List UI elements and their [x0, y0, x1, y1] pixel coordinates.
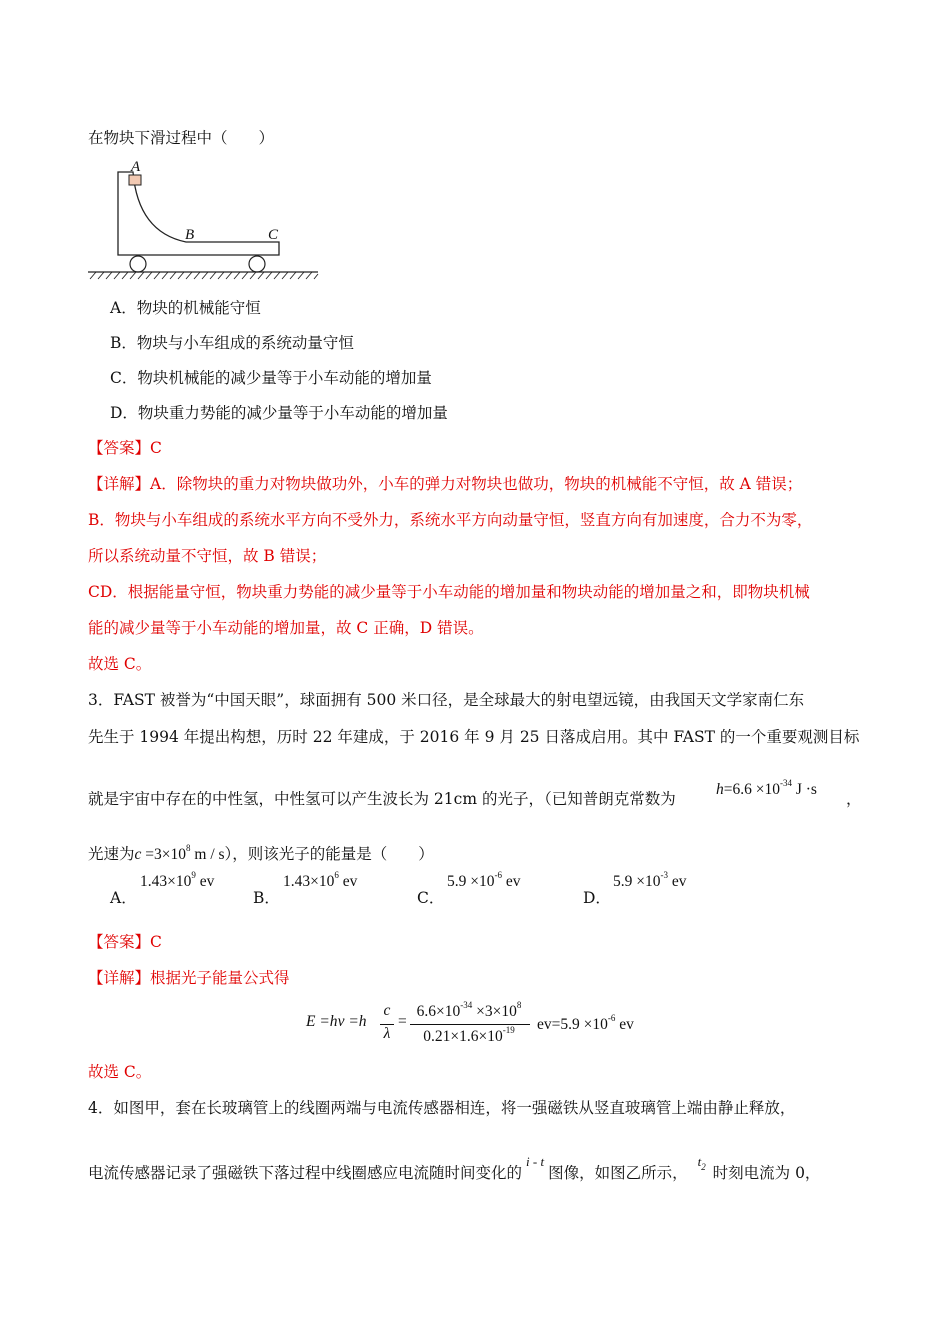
question-2-stem-tail: 在物块下滑过程中（ ）: [88, 129, 275, 147]
q2-detail-line-5: 能的减少量等于小车动能的增加量，故 C 正确，D 错误。: [88, 619, 484, 637]
wheel-left: [130, 256, 146, 272]
q2-option-b: B．物块与小车组成的系统动量守恒: [110, 334, 354, 352]
cart-body: [118, 172, 279, 255]
incline-cart-figure: [86, 158, 322, 282]
q2-conclusion: 故选 C。: [88, 655, 152, 673]
block-a: [129, 175, 141, 185]
q3-detail: 【详解】根据光子能量公式得: [88, 969, 290, 987]
q3-stem-line-2: 先生于 1994 年提出构想，历时 22 年建成，于 2016 年 9 月 25 日落成启用。其中 FAST 的一个重要观测目标: [88, 728, 860, 746]
q2-option-d: D．物块重力势能的减少量等于小车动能的增加量: [110, 404, 448, 422]
label-a: A: [131, 159, 141, 175]
q3-line3-text: 就是宇宙中存在的中性氢，中性氢可以产生波长为 21cm 的光子，（已知普朗克常数为: [88, 790, 676, 808]
light-speed: $c =3\times 10^8$ m / s: [134, 843, 225, 863]
q3-stem-line-3: [88, 788, 676, 810]
q4-stem-line-2: 电流传感器记录了强磁铁下落过程中线圈感应电流随时间变化的$^{i - t}$图像，如图乙所示，$^{t_2}$ 时刻电流为 0，: [88, 1154, 821, 1182]
q2-answer: 【答案】C: [88, 439, 162, 457]
q3-line3-end: ，: [846, 790, 862, 808]
t2-label: t2: [697, 1154, 706, 1172]
q2-option-a: A．物块的机械能守恒: [110, 299, 261, 317]
planck-constant: $h=6.6 \times 10^{-34}$ J ·s: [716, 778, 817, 798]
q3-stem-line-1: 3．FAST 被誉为“中国天眼”，球面拥有 500 米口径，是全球最大的射电望远镜，由我国天文学家南仁东: [88, 691, 805, 709]
photon-energy-formula: E =hν =h c λ = $6.6\times 10^{-34} \times 3\times 10^8$ $0.21\times 1.6\times 10^{-19}$ $ev=5.9 \times 10^{-6}$ ev: [306, 1000, 634, 1045]
ground-hatching: [90, 272, 318, 279]
q3-answer: 【答案】C: [88, 933, 162, 951]
q3-stem-line-4: 光速为$c =3\times 10^8$ m / s），则该光子的能量是（ ）: [88, 843, 434, 863]
q2-detail-line-2: B．物块与小车组成的系统水平方向不受外力，系统水平方向动量守恒，竖直方向有加速度，合力不为零，: [88, 511, 813, 529]
wheel-right: [249, 256, 265, 272]
label-b: B: [185, 227, 195, 243]
q2-option-c: C．物块机械能的减少量等于小车动能的增加量: [110, 369, 432, 387]
i-t-label: i - t: [526, 1154, 545, 1169]
q2-detail-line-1: 【详解】A．除物块的重力对物块做功外，小车的弹力对物块也做功，物块的机械能不守恒，故 A 错误；: [88, 475, 803, 493]
q2-detail-line-4: CD．根据能量守恒，物块重力势能的减少量等于小车动能的增加量和物块动能的增加量之和，即物块机械: [88, 583, 810, 601]
q3-options: A． $1.43\times 10^9$ ev B． $1.43\times 10^6$ ev C． $5.9 \times 10^{-6}$ ev D． $5.9 \times 10^{-3}$ ev: [110, 870, 687, 907]
q4-stem-line-1: 4．如图甲，套在长玻璃管上的线圈两端与电流传感器相连，将一强磁铁从竖直玻璃管上端由静止释放，: [88, 1099, 796, 1117]
q3-conclusion: 故选 C。: [88, 1063, 152, 1081]
label-c: C: [268, 227, 279, 243]
q2-detail-line-3: 所以系统动量不守恒，故 B 错误；: [88, 547, 327, 565]
